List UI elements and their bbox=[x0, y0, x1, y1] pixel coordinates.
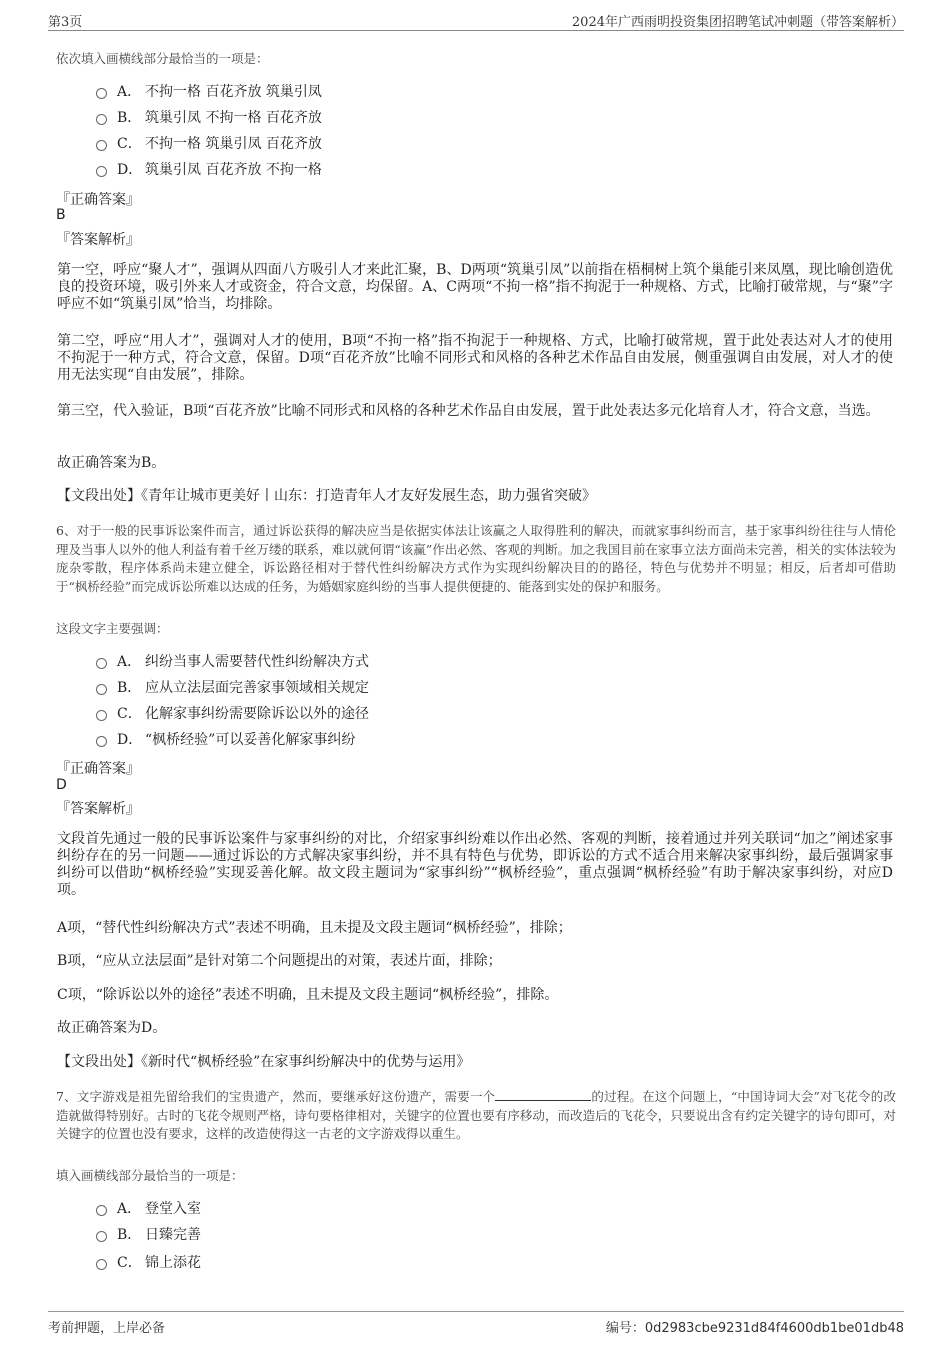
radio-button[interactable] bbox=[96, 1231, 107, 1242]
source-citation: 【文段出处】《青年让城市更美好丨山东：打造青年人才友好发展生态，助力强省突破》 bbox=[57, 488, 596, 504]
option-b[interactable] bbox=[96, 107, 322, 127]
radio-button[interactable] bbox=[96, 684, 107, 695]
option-a[interactable] bbox=[96, 651, 369, 671]
option-text: 不拘一格 筑巢引凤 百花齐放 bbox=[145, 136, 322, 152]
option-text: 筑巢引凤 百花齐放 不拘一格 bbox=[145, 162, 322, 178]
document-title: 2024年广西雨明投资集团招聘笔试冲刺题（带答案解析） bbox=[571, 15, 904, 30]
option-letter: C． bbox=[117, 1255, 142, 1271]
option-letter: C． bbox=[117, 136, 142, 152]
code-label: 编号： bbox=[605, 1321, 645, 1336]
option-text: 锦上添花 bbox=[145, 1255, 201, 1271]
option-c[interactable] bbox=[96, 703, 369, 723]
option-letter: B． bbox=[117, 110, 142, 126]
radio-button[interactable] bbox=[96, 88, 107, 99]
radio-button[interactable] bbox=[96, 710, 107, 721]
question-prompt: 填入画横线部分最恰当的一项是： bbox=[56, 1168, 244, 1183]
question-prompt: 这段文字主要强调： bbox=[56, 621, 169, 636]
question-text bbox=[56, 1088, 896, 1144]
question-text: 6、对于一般的民事诉讼案件而言，通过诉讼获得的解决应当是依据实体法让该赢之人取得胜利的解决，而就家事纠纷而言，基于家事纠纷往往与人情伦理及当事人以外的他人利益有着千丝万缕的联系，难以就何谓“该赢”作出必然、客观的判断。加之我国目前在家事立法方面尚未完善，相关的实体法较为庞杂零散，程序体系尚未建立健全，诉讼路径相对于替代性纠纷解决方式作为实现纠纷解决目的的路径，特色与优势并不明显；相反，后者却可借助于“枫桥经验”而完成诉讼所难以达成的任务，为婚姻家庭纠纷的当事人提供便捷的、能落到实处的保护和服务。 bbox=[56, 523, 896, 594]
option-text: 筑巢引凤 不拘一格 百花齐放 bbox=[145, 110, 322, 126]
option-letter: D． bbox=[117, 732, 143, 748]
option-d[interactable] bbox=[96, 729, 355, 749]
analysis-paragraph: 第二空，呼应“用人才”，强调对人才的使用，B项“不拘一格”指不拘泥于一种规格、方式，比喻打破常规，置于此处表达对人才的使用不拘泥于一种方式，符合文意，保留。D项“百花齐放”比喻不同形式和风格的各种艺术作品自由发展，侧重强调自由发展，对人才的使用无法实现“自由发展”，排除。 bbox=[57, 333, 893, 383]
option-text: 化解家事纠纷需要除诉讼以外的途径 bbox=[145, 706, 369, 722]
answer-value: D bbox=[56, 777, 67, 793]
analysis-paragraph: 文段首先通过一般的民事诉讼案件与家事纠纷的对比，介绍家事纠纷难以作出必然、客观的判断，接着通过并列关联词“加之”阐述家事纠纷存在的另一问题——通过诉讼的方式解决家事纠纷，并不具有特色与优势，即诉讼的方式不适合用来解决家事纠纷，最后强调家事纠纷可以借助“枫桥经验”实现妥善化解。故文段主题词为“家事纠纷”“枫桥经验”，重点强调“枫桥经验”有助于解决家事纠纷，对应D项。 bbox=[57, 831, 893, 898]
option-letter: A． bbox=[117, 84, 142, 100]
option-letter: A． bbox=[117, 1201, 142, 1217]
footer-slogan: 考前押题，上岸必备 bbox=[48, 1321, 166, 1336]
answer-heading: 『正确答案』 bbox=[56, 761, 140, 777]
option-letter: C． bbox=[117, 706, 142, 722]
option-text: “枫桥经验”可以妥善化解家事纠纷 bbox=[145, 732, 356, 748]
page-footer bbox=[48, 1311, 904, 1336]
radio-button[interactable] bbox=[96, 1259, 107, 1270]
option-text: 不拘一格 百花齐放 筑巢引凤 bbox=[145, 84, 322, 100]
question-text-end: 的过程。在这个问题上，“中国诗词大会”对飞花令的改造就做得特别好。古时的飞花令规则严格，诗句要格律相对，关键字的位置也要有序移动，而改造后的飞花令，只要说出含有约定关键字的诗句即可，对关键字的位置也没有要求，这样的改造使得这一古老的文字游戏得以重生。 bbox=[56, 1089, 896, 1141]
answer-value: B bbox=[56, 207, 66, 223]
analysis-paragraph: 第三空，代入验证，B项“百花齐放”比喻不同形式和风格的各种艺术作品自由发展，置于此处表达多元化培育人才，符合文意，当选。 bbox=[57, 403, 880, 419]
source-citation: 【文段出处】《新时代“枫桥经验”在家事纠纷解决中的优势与运用》 bbox=[57, 1054, 471, 1070]
analysis-paragraph: B项，“应从立法层面”是针对第二个问题提出的对策，表述片面，排除； bbox=[57, 953, 502, 969]
radio-button[interactable] bbox=[96, 1205, 107, 1216]
option-letter: B． bbox=[117, 1227, 142, 1243]
option-c[interactable] bbox=[96, 1252, 201, 1272]
question-prompt: 依次填入画横线部分最恰当的一项是： bbox=[56, 51, 269, 66]
option-b[interactable] bbox=[96, 1224, 201, 1244]
radio-button[interactable] bbox=[96, 736, 107, 747]
radio-button[interactable] bbox=[96, 166, 107, 177]
option-text: 纠纷当事人需要替代性纠纷解决方式 bbox=[145, 654, 369, 670]
option-b[interactable] bbox=[96, 677, 369, 697]
analysis-paragraph: A项，“替代性纠纷解决方式”表述不明确，且未提及文段主题词“枫桥经验”，排除； bbox=[57, 920, 572, 936]
code-value: 0d2983cbe9231d84f4600db1be01db48 bbox=[644, 1321, 904, 1336]
fill-in-blank bbox=[495, 1088, 591, 1101]
page-header bbox=[48, 8, 904, 31]
option-c[interactable] bbox=[96, 133, 322, 153]
option-text: 日臻完善 bbox=[145, 1227, 201, 1243]
option-letter: D． bbox=[117, 162, 143, 178]
option-a[interactable] bbox=[96, 1198, 201, 1218]
option-text: 登堂入室 bbox=[145, 1201, 201, 1217]
analysis-conclusion: 故正确答案为B。 bbox=[57, 455, 166, 471]
answer-heading: 『正确答案』 bbox=[56, 192, 140, 208]
radio-button[interactable] bbox=[96, 140, 107, 151]
option-a[interactable] bbox=[96, 81, 322, 101]
analysis-conclusion: 故正确答案为D。 bbox=[57, 1020, 167, 1036]
option-letter: B． bbox=[117, 680, 142, 696]
option-text: 应从立法层面完善家事领域相关规定 bbox=[145, 680, 369, 696]
radio-button[interactable] bbox=[96, 114, 107, 125]
radio-button[interactable] bbox=[96, 658, 107, 669]
analysis-paragraph: 第一空，呼应“聚人才”，强调从四面八方吸引人才来此汇聚，B、D两项“筑巢引凤”以前指在梧桐树上筑个巢能引来凤凰，现比喻创造优良的投资环境，吸引外来人才或资金，符合文意，均保留。A、C两项“不拘一格”指不拘泥于一种规格、方式，比喻打破常规，与“聚”字呼应不如“筑巢引凤”恰当，均排除。 bbox=[57, 262, 893, 312]
analysis-paragraph: C项，“除诉讼以外的途径”表述不明确，且未提及文段主题词“枫桥经验”，排除。 bbox=[57, 987, 559, 1003]
document-code bbox=[606, 1317, 904, 1336]
page-number: 第3页 bbox=[48, 15, 83, 30]
analysis-heading: 『答案解析』 bbox=[56, 801, 140, 817]
analysis-heading: 『答案解析』 bbox=[56, 232, 140, 248]
option-d[interactable] bbox=[96, 159, 322, 179]
question-text-start: 7、文字游戏是祖先留给我们的宝贵遗产，然而，要继承好这份遗产，需要一个 bbox=[56, 1089, 496, 1104]
option-letter: A． bbox=[117, 654, 142, 670]
